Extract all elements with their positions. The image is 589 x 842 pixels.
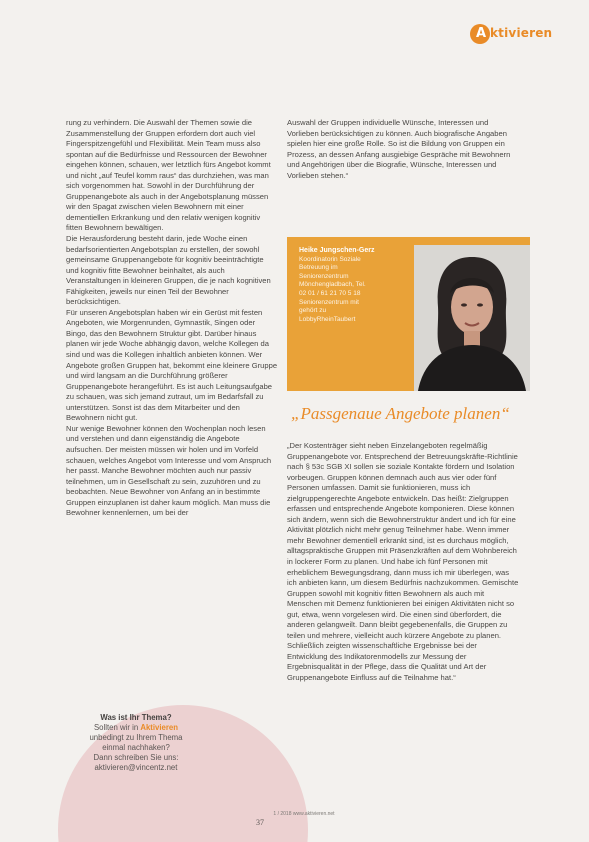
paragraph: Für unseren Angebotsplan haben wir ein Gerüst mit festen Angeboten, wie Morgenrunden, Gymnastik, Singen oder Bingo, das den Bewohnern Struktur gibt. Darüber hinaus planen wir jede Woche abhängig davon, welche Kollegen da sind und was die Kollegen inhaltlich anbieten können. Wer Angebote großen Gruppen hat, bekommt eine kleinere Gruppe und wird langsam an die Durchführung größerer Gruppenangebote herangeführt. Es ist auch Leitungsaufgabe zu schauen, was sich jemand zutraut, um im Bedarfsfall zu unterstützen. Sonst ist das dem Mitarbeiter und den Bewohnern nicht gut. [66,307,278,423]
paragraph: Die Herausforderung besteht darin, jede Woche einen bedarfsorientierten Angebotsplan zu erstellen, der sowohl gemeinsame Gruppenangebote für kognitiv beeinträchtigte und kognitiv fitte Bewohner beinhaltet, als auch Veranstaltungen in kleineren Gruppen, die je nach kognitiven Fähigkeiten, jeweils nur einen Teil der Bewohner berücksichtigen. [66,234,271,307]
author-name: Heike Jungschen-Gerz [299,247,375,254]
right-column-top [287,118,519,181]
callout-highlight: Aktivieren [140,723,179,732]
paragraph: Schließlich zeigten wissenschaftliche Ergebnisse bei der Entwicklung des Indikatorenmodells zur Messung der Ergebnisqualität in der Pflege, dass die Qualität und Art der Gruppenangebote Einfluss auf die Teilnahme hat.“ [287,641,487,683]
section-headline: „Passgenaue Angebote planen“ [291,404,510,423]
magazine-logo [470,24,589,46]
callout-line: unbedingt zu Ihrem Thema [89,733,183,742]
author-box [287,237,530,391]
callout-text [66,713,206,773]
paragraph: „Der Kostenträger sieht neben Einzelangeboten regelmäßig Gruppenangebote vor. Entsprechend der Betreuungskräfte-Richtlinie nach § 53c SGB XI sollen sie soziale Kontakte fördern und Isolation vorbeugen. Gruppen können demnach auch aus vier oder fünf Personen umfassen. Damit sie funktionieren, muss ich zielgruppengerechte Angebote entwickeln. Das heißt: Zielgruppen erfassen und entsprechende Angebote komponieren. Diese können sich ändern, wenn sich die Bewohnerstruktur ändert und ich für eine Aktivität plötzlich nicht mehr genug Teilnehmer habe. Wenn immer mehr Bewohner dementiell erkrankt sind, ist es durchaus möglich, alltagspraktische Gruppen mit Präsenzkräften auf dem Wohnbereich in lockerer Form zu planen. Und habe ich fünf Personen mit erheblichem Bewegungsdrang, dann muss ich mir überlegen, was ich anbieten kann, um diesem Bedürfnis nachzukommen. Gemischte Gruppen sowohl mit kognitiv fitten Bewohnern als auch mit Menschen mit Demenz funktionieren bei einigen Aktivitäten nicht so gut, etwa, wenn vorgelesen wird. Die einen sind überfordert, die anderen gelangweilt. Dann bleibt gegebenenfalls, die Gruppen zu teilen und mehrere, vielleicht auch kürzere Angebote zu planen. [287,441,519,640]
callout-line: Dann schreiben Sie uns: [93,753,179,762]
right-column [287,441,519,684]
callout-email-link[interactable]: aktivieren@vincentz.net [94,763,178,772]
callout-question: Was ist Ihr Thema? [100,713,172,722]
callout-line [66,723,206,733]
logo-circle-icon [470,24,490,44]
callout-line-part: Sollten wir in [93,723,139,732]
callout-line: einmal nachhaken? [102,743,170,752]
author-info [299,247,399,324]
author-line: Mönchengladbach, Tel. [299,281,366,289]
footer-note: 1 / 2018 www.aktivieren.net [273,811,335,817]
author-line: Koordinatorin Soziale [299,255,361,263]
portrait-image [414,245,530,391]
logo-text: ktivieren [490,26,553,40]
paragraph: Nur wenige Bewohner können den Wochenplan noch lesen und verstehen und dann eigenständig die Angebote aufsuchen. Der meisten müssen wir holen und im Vorfeld schauen, welches Angebot vom Interesse und vom Anspruch her passt. Manche Bewohner möchten auch nur passiv teilnehmen, um in Gesellschaft zu sein, zuzuhören und zu beobachten. Neue Bewohner von Anfang an in bestimmte Gruppen einzuplanen ist daher kaum möglich. Man muss die Bewohner kennenlernen, um bei der [66,423,272,518]
author-line: Seniorenzentrum [299,272,349,280]
logo-letter: A [476,26,487,41]
left-column [66,118,278,519]
paragraph: rung zu verhindern. Die Auswahl der Themen sowie die Zusammenstellung der Gruppen erfordern dort auch viel Fingerspitzengefühl und Flexibilität. Mein Team muss also spontan auf die Bedürfnisse und Ressourcen der Bewohner eingehen können, schauen, wer letztlich fürs Angebot kommt und nicht „auf Teufel komm raus“ das durchziehen, was man sich vorgenommen hat. Sowohl in der Durchführung der Gruppenangebote als auch in der Angebotsplanung müssen wir den Spagat zwischen vielen Bewohnern mit einer dementiellen Erkrankung und den relativ wenigen kognitiv fitten Bewohnern bewältigen. [66,118,271,233]
author-line: Betreuung im [299,264,338,272]
author-photo [414,245,530,391]
author-line: Seniorenzentrum mit [299,298,359,306]
page-number: 37 [256,818,264,827]
author-line: gehört zu [299,307,327,315]
author-line: LobbyRheinTaubert [299,315,356,323]
author-line: 02 01 / 61 21 70 5 18 [299,289,361,297]
paragraph: Auswahl der Gruppen individuelle Wünsche, Interessen und Vorlieben berücksichtigen zu können. Auch biografische Angaben spielen hier eine große Rolle. So ist die Bildung von Gruppen ein Prozess, an dessen Anfang ausgiebige Gespräche mit Bewohnern und Angehörigen über die Biografie, Wünsche, Interessen und Vorlieben stehen.“ [287,118,511,180]
